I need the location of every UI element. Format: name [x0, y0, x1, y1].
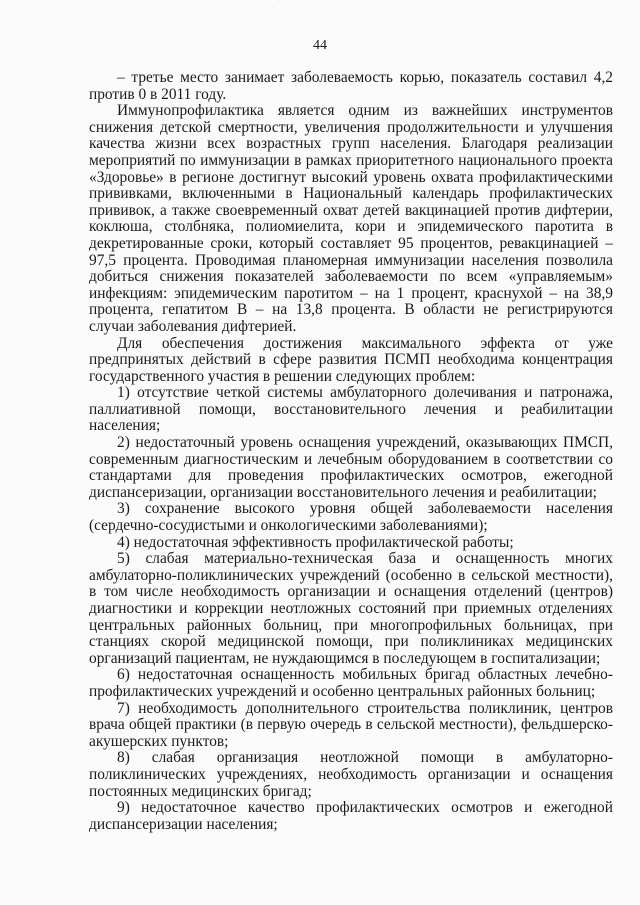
page-number: 44	[313, 38, 327, 53]
paragraph-problems-intro: Для обеспечения достижения максимального эффекта от уже предпринятых действий в сфере развития ПСМП необходима концентрация государственного участия в решении следующих проблем:	[89, 334, 613, 385]
paragraph-measles: – третье место занимает заболеваемость корью, показатель составил 4,2 против 0 в 2011 году.	[89, 69, 613, 103]
problem-item-3: 3) сохранение высокого уровня общей заболеваемости населения (сердечно-сосудистыми и онкологическими заболеваниями);	[89, 500, 613, 535]
paragraph-immunoprophylaxis: Иммунопрофилактика является одним из важнейших инструментов снижения детской смертности, увеличения продолжительности и улучшения качества жизни всех возрастных групп населения. Благодаря реализации мероприятий по иммунизации в рамках приоритетного национального проекта «Здоровье» в регионе достигнут высокий уровень охвата профилактическими прививками, включенными в Национальный календарь профилактических прививок, а также своевременный охват детей вакцинацией против дифтерии, коклюша, столбняка, полиомиелита, кори и эпидемического паротита в декретированные сроки, который составляет 95 процентов, ревакцинацией – 97,5 процента. Проводимая планомерная иммунизации населения позволила добиться снижения показателей заболеваемости по всем «управляемым» инфекциям: эпидемическим паротитом – на 1 процент, краснухой – на 38,9 процента, гепатитом В – на 13,8 процента. В области не регистрируются случаи заболевания дифтерией.	[89, 102, 613, 335]
problem-item-8: 8) слабая организация неотложной помощи в амбулаторно-поликлинических учреждениях, необходимость организации и оснащения постоянных медицинских бригад;	[89, 749, 613, 800]
problem-item-5: 5) слабая материально-техническая база и оснащенность многих амбулаторно-поликлинических учреждений (особенно в сельской местности), в том числе необходимость организации и оснащения отделений (центров) диагностики и коррекции неотложных состояний при приемных отделениях центральных районных больниц, при многопрофильных больницах, при станциях скорой медицинской помощи, при поликлиниках медицинских организаций пациентам, не нуждающимся в последующем в госпитализации;	[89, 550, 613, 667]
body-text	[89, 70, 613, 833]
problem-item-6: 6) недостаточная оснащенность мобильных бригад областных лечебно-профилактических учреждений и особенно центральных районных больниц;	[89, 666, 613, 700]
problem-item-4: 4) недостаточная эффективность профилактической работы;	[117, 533, 514, 551]
scan-artifact: ˙ ˙ ˙	[258, 0, 284, 7]
problem-item-9: 9) недостаточное качество профилактических осмотров и ежегодной диспансеризации населения;	[89, 799, 613, 833]
problem-item-7: 7) необходимость дополнительного строительства поликлиник, центров врача общей практики (в первую очередь в сельской местности), фельдшерско-акушерских пунктов;	[89, 699, 613, 750]
problem-item-1: 1) отсутствие четкой системы амбулаторного долечивания и патронажа, паллиативной помощи, восстановительного лечения и реабилитации населения;	[89, 384, 613, 435]
problem-item-2: 2) недостаточный уровень оснащения учреждений, оказывающих ПМСП, современным диагностическим и лечебным оборудованием в соответствии со стандартами для проведения профилактических осмотров, ежегодной диспансеризации, организации восстановительного лечения и реабилитации;	[89, 434, 613, 501]
